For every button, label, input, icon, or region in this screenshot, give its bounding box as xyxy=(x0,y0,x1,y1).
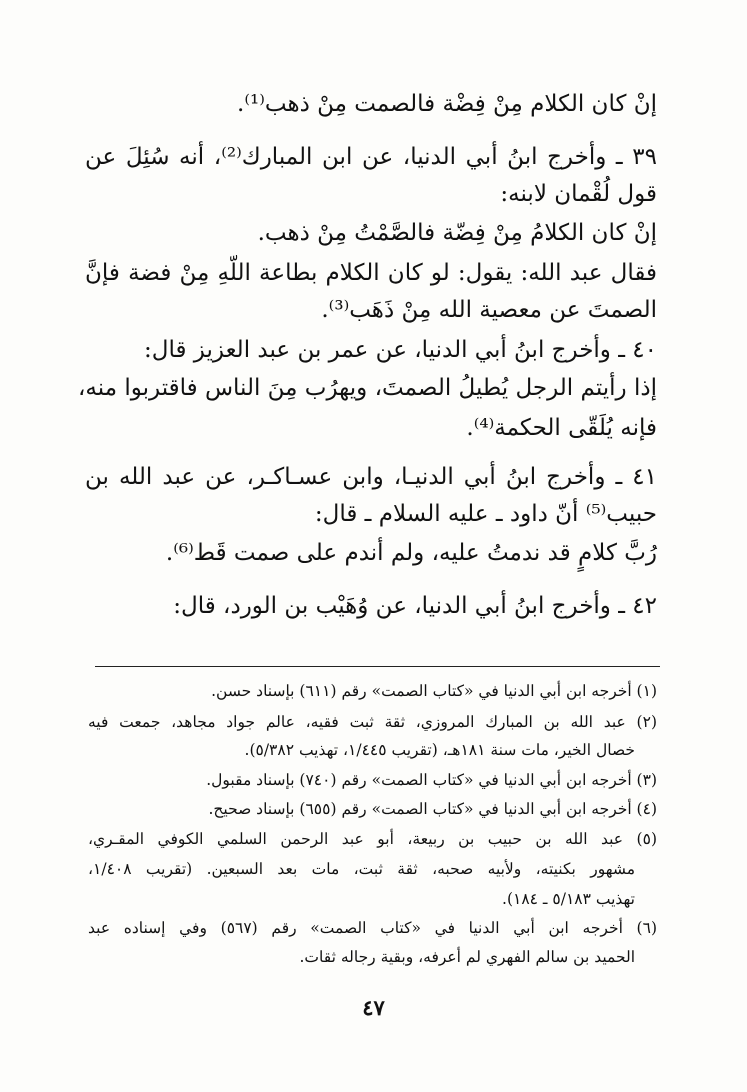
footnote-5-cont2: تهذيب ٥/١٨٣ ـ ١٨٤). xyxy=(502,890,635,908)
footnote-1: (١) أخرجه ابن أبي الدنيا في «كتاب الصمت» رقم (٦١١) بإسناد حسن. xyxy=(211,682,657,700)
body-line-9: فإنه يُلَقّى الحكمة⁽⁴⁾. xyxy=(466,415,657,441)
footnote-separator xyxy=(95,666,660,667)
body-line-6: الصمتَ عن معصية الله مِنْ ذَهَب⁽³⁾. xyxy=(321,297,657,323)
body-line-7: ٤٠ ـ وأخرج ابنُ أبي الدنيا، عن عمر بن عبد العزيز قال: xyxy=(144,337,657,363)
body-line-10: ٤١ ـ وأخرج ابنُ أبي الدنيـا، وابن عسـاكـر، عن عبد الله بن xyxy=(85,464,657,490)
page-number: ٤٧ xyxy=(362,995,385,1020)
footnote-5: (٥) عبد الله بن حبيب بن ربيعة، أبو عبد الرحمن السلمي الكوفي المقـري، xyxy=(88,830,657,848)
footnote-2: (٢) عبد الله بن المبارك المروزي، ثقة ثبت فقيه، عالم جواد مجاهد، جمعت فيه xyxy=(88,713,657,731)
body-line-3: قول لُقْمان لابنه: xyxy=(500,181,657,207)
footnote-6-cont: الحميد بن سالم الفهري لم أعرفه، وبقية رجاله ثقات. xyxy=(299,948,635,966)
footnote-6: (٦) أخرجه ابن أبي الدنيا في «كتاب الصمت» رقم (٥٦٧) وفي إسناده عبد xyxy=(88,919,657,937)
body-line-4: إنْ كان الكلامُ مِنْ فِضّة فالصَّمْتُ مِنْ ذهب. xyxy=(257,220,657,246)
body-line-5: فقال عبد الله: يقول: لو كان الكلام بطاعة اللّهِ مِنْ فضة فإنَّ xyxy=(85,260,657,286)
footnote-3: (٣) أخرجه ابن أبي الدنيا في «كتاب الصمت» رقم (٧٤٠) بإسناد مقبول. xyxy=(206,771,657,789)
body-line-12: رُبَّ كلامٍ قد ندمتُ عليه، ولم أندم على صمت قَط⁽⁶⁾. xyxy=(165,540,657,566)
footnote-2-cont: خصال الخير، مات سنة ١٨١هـ، (تقريب ١/٤٤٥، تهذيب ٥/٣٨٢). xyxy=(244,741,635,759)
body-line-11: حبيب⁽⁵⁾ أنّ داود ـ عليه السلام ـ قال: xyxy=(314,501,657,527)
footnote-4: (٤) أخرجه ابن أبي الدنيا في «كتاب الصمت» رقم (٦٥٥) بإسناد صحيح. xyxy=(208,800,657,818)
body-line-2: ٣٩ ـ وأخرج ابنُ أبي الدنيا، عن ابن المبارك⁽²⁾، أنه سُئِلَ عن xyxy=(85,144,657,170)
footnote-5-cont: مشهور بكنيته، ولأبيه صحبه، ثقة ثبت، مات بعد السبعين. (تقريب ١/٤٠٨، xyxy=(88,860,635,878)
body-line-8: إذا رأيتم الرجل يُطيلُ الصمتَ، ويهرُب مِنَ الناس فاقتربوا منه، xyxy=(78,375,657,401)
body-line-13: ٤٢ ـ وأخرج ابنُ أبي الدنيا، عن وُهَيْب بن الورد، قال: xyxy=(173,593,657,619)
body-line-1: إنْ كان الكلام مِنْ فِضْة فالصمت مِنْ ذهب⁽¹⁾. xyxy=(237,91,657,117)
